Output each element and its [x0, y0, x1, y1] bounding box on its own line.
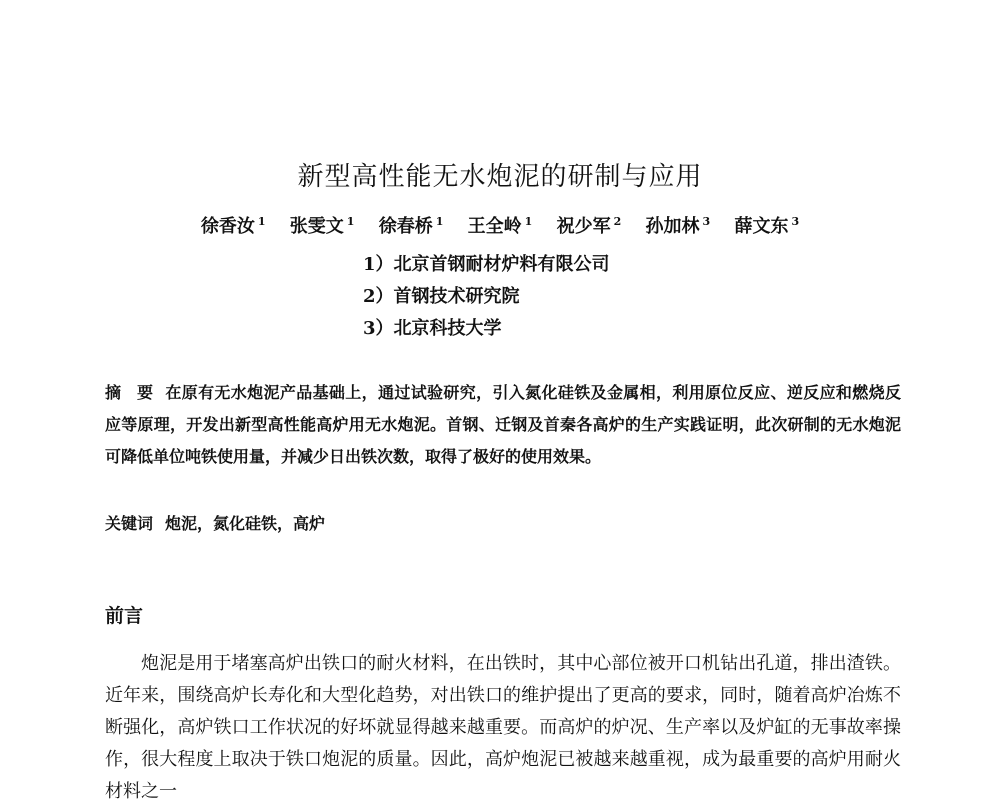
intro-paragraph: 炮泥是用于堵塞高炉出铁口的耐火材料，在出铁时，其中心部位被开口机钻出孔道，排出渣铁。近年来，围绕高炉长寿化和大型化趋势，对出铁口的维护提出了更高的要求，同时，随着高炉冶炼不断强化，高炉铁口工作状况的好坏就显得越来越重要。而高炉的炉况、生产率以及炉缸的无事故率操作，很大程度上取决于铁口炮泥的质量。因此，高炉炮泥已被越来越重视，成为最重要的高炉用耐火材料之一	[105, 653, 901, 802]
abstract	[105, 377, 901, 473]
paper-title: 新型高性能无水炮泥的研制与应用	[297, 162, 703, 192]
abstract-text: 在原有无水炮泥产品基础上，通过试验研究，引入氮化硅铁及金属相，利用原位反应、逆反应和燃烧反应等原理，开发出新型高性能高炉用无水炮泥。首钢、迁钢及首秦各高炉的生产实践证明，此次研制的无水炮泥可降低单位吨铁使用量，并减少日出铁次数，取得了极好的使用效果。	[105, 383, 901, 466]
keywords-label: 关键词	[105, 514, 154, 533]
affiliation-2: 2）首钢技术研究院	[363, 286, 520, 307]
author	[646, 212, 711, 238]
affiliation-1: 1）北京首钢耐材炉料有限公司	[363, 254, 610, 275]
author-affiliation-mark: 3	[791, 215, 800, 228]
author-name: 孙加林	[645, 216, 700, 237]
author	[557, 212, 622, 238]
author-list	[0, 212, 1000, 238]
abstract-label: 摘 要	[105, 383, 154, 402]
author-affiliation-mark: 1	[346, 215, 355, 228]
author-name: 徐香汝	[200, 216, 255, 237]
author-affiliation-mark: 1	[435, 215, 444, 228]
author-affiliation-mark: 3	[702, 215, 711, 228]
section-heading-intro: 前言	[105, 605, 144, 627]
author	[201, 212, 266, 238]
keywords	[105, 511, 325, 534]
author-affiliation-mark: 1	[257, 215, 266, 228]
author-name: 祝少军	[556, 216, 611, 237]
author-name: 王全岭	[467, 216, 522, 237]
author	[468, 212, 533, 238]
author	[290, 212, 355, 238]
author	[734, 212, 799, 238]
author-affiliation-mark: 2	[613, 215, 622, 228]
author	[379, 212, 444, 238]
author-name: 张雯文	[289, 216, 344, 237]
affiliation-3: 3）北京科技大学	[363, 318, 502, 339]
author-affiliation-mark: 1	[524, 215, 533, 228]
author-name: 薛文东	[734, 216, 789, 237]
author-name: 徐春桥	[378, 216, 433, 237]
keywords-text: 炮泥，氮化硅铁，高炉	[165, 514, 326, 533]
